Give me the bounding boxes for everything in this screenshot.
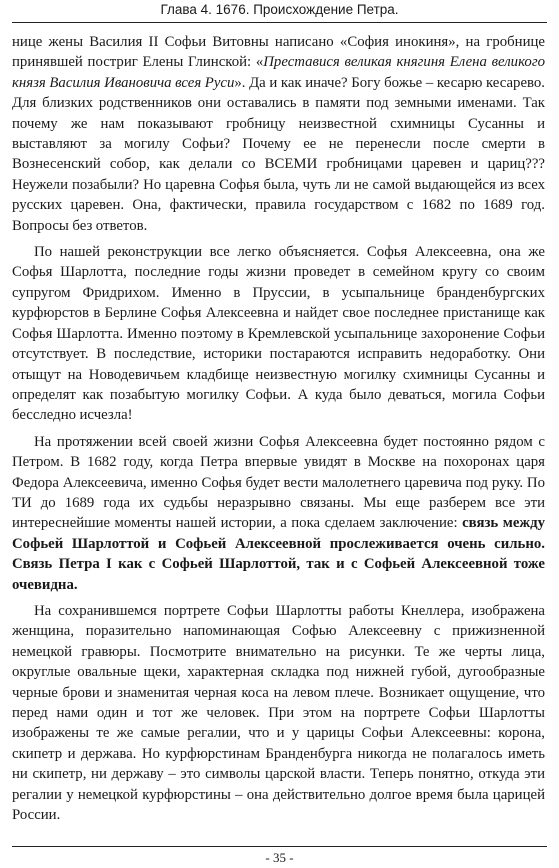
page-body xyxy=(12,32,545,825)
paragraph-4: На сохранившемся портрете Софьи Шарлотты работы Кнеллера, изображена женщина, поразительно напоминающая Софью Алексеевну с прижизненной немецкой гравюры. Посмотрите внимательно на рисунки. Те же черты лица, округлые овальные щеки, характерная складка под нижней губой, дугообразные черные брови и знаменитая черная коса на левом плече. Возникает ощущение, что перед нами один и тот же человек. При этом на портрете Софьи Шарлотты изображены те же самые регалии, что и у царицы Софьи Алексеевны: корона, скипетр и держава. Но курфюрстинам Бранденбурга никогда не полагалось иметь ни скипетр, ни державу – это символы царской власти. Теперь понятно, откуда эти регалии у немецкой курфюрстины – она действительно долгое время была царицей России. xyxy=(12,602,545,824)
paragraph-3-text: На протяжении всей своей жизни Софья Алексеевна будет постоянно рядом с Петром. В 1682 году, когда Петра впервые увидят в Москве на похоронах царя Федора Алексеевича, именно Софья будет вести малолетнего царевича под руку. По ТИ до 1689 года их судьбы неразрывно связаны. Мы еще разберем все эти интереснейшие моменты нашей истории, а пока сделаем заключение: xyxy=(12,433,545,532)
running-header: Глава 4. 1676. Происхождение Петра. xyxy=(12,0,547,23)
paragraph-1-text-a: нице жены Василия II Софьи Витовны написано «София инокиня», на гробнице принявшей постриг Елены Глинской: « xyxy=(12,34,545,71)
paragraph-1 xyxy=(12,32,545,236)
paragraph-2: По нашей реконструкции все легко объясняется. Софья Алексеевна, она же Софья Шарлотта, последние годы жизни проведет в семейном кругу со своим супругом Фридрихом. Именно в Пруссии, в усыпальнице бранденбургских курфюрстов в Берлине Софья Алексеевна и найдет свое последнее пристанище как Софья Шарлотта. Именно поэтому в Кремлевской усыпальнице захоронение Софьи отсутствует. В последствие, историки постараются исправить недоработку. Они отыщут на Новодевичьем кладбище неизвестную могилку схимницы Сусанны и определят как позабытую могилку Софьи. А куда было деваться, могила Софьи бесследно исчезла! xyxy=(12,244,545,424)
page-number: - 35 - xyxy=(265,850,294,865)
paragraph-1-italic-quote: Преставися великая княгиня Елена великого князя Василия Ивановича всея Руси xyxy=(12,54,545,91)
paragraph-1-text-b: ». Да и как иначе? Богу божье – кесарю кесарево. Для близких родственников они оставались в памяти под земными именами. Так почему же нам показывают гробницу неизвестной схимницы Сусанны и выставляют за могилу Софьи? Почему ее не перенесли после смерти в Вознесенский собор, как делали со ВСЕМИ гробницами царевен и цариц??? Неужели позабыли? Но царевна Софья была, чуть ли не самой выдающейся из всех русских царевен. Она, фактически, правила государством с 1682 по 1689 год. Вопросы без ответов. xyxy=(12,74,546,234)
paragraph-3-bold-conclusion: связь между Софьей Шарлоттой и Софьей Алексеевной прослеживается очень сильно. Связь Петра I как с Софьей Шарлоттой, так и с Софьей Алексеевной тоже очевидна. xyxy=(12,515,545,593)
footer-divider xyxy=(12,846,547,847)
paragraph-3 xyxy=(12,432,545,595)
